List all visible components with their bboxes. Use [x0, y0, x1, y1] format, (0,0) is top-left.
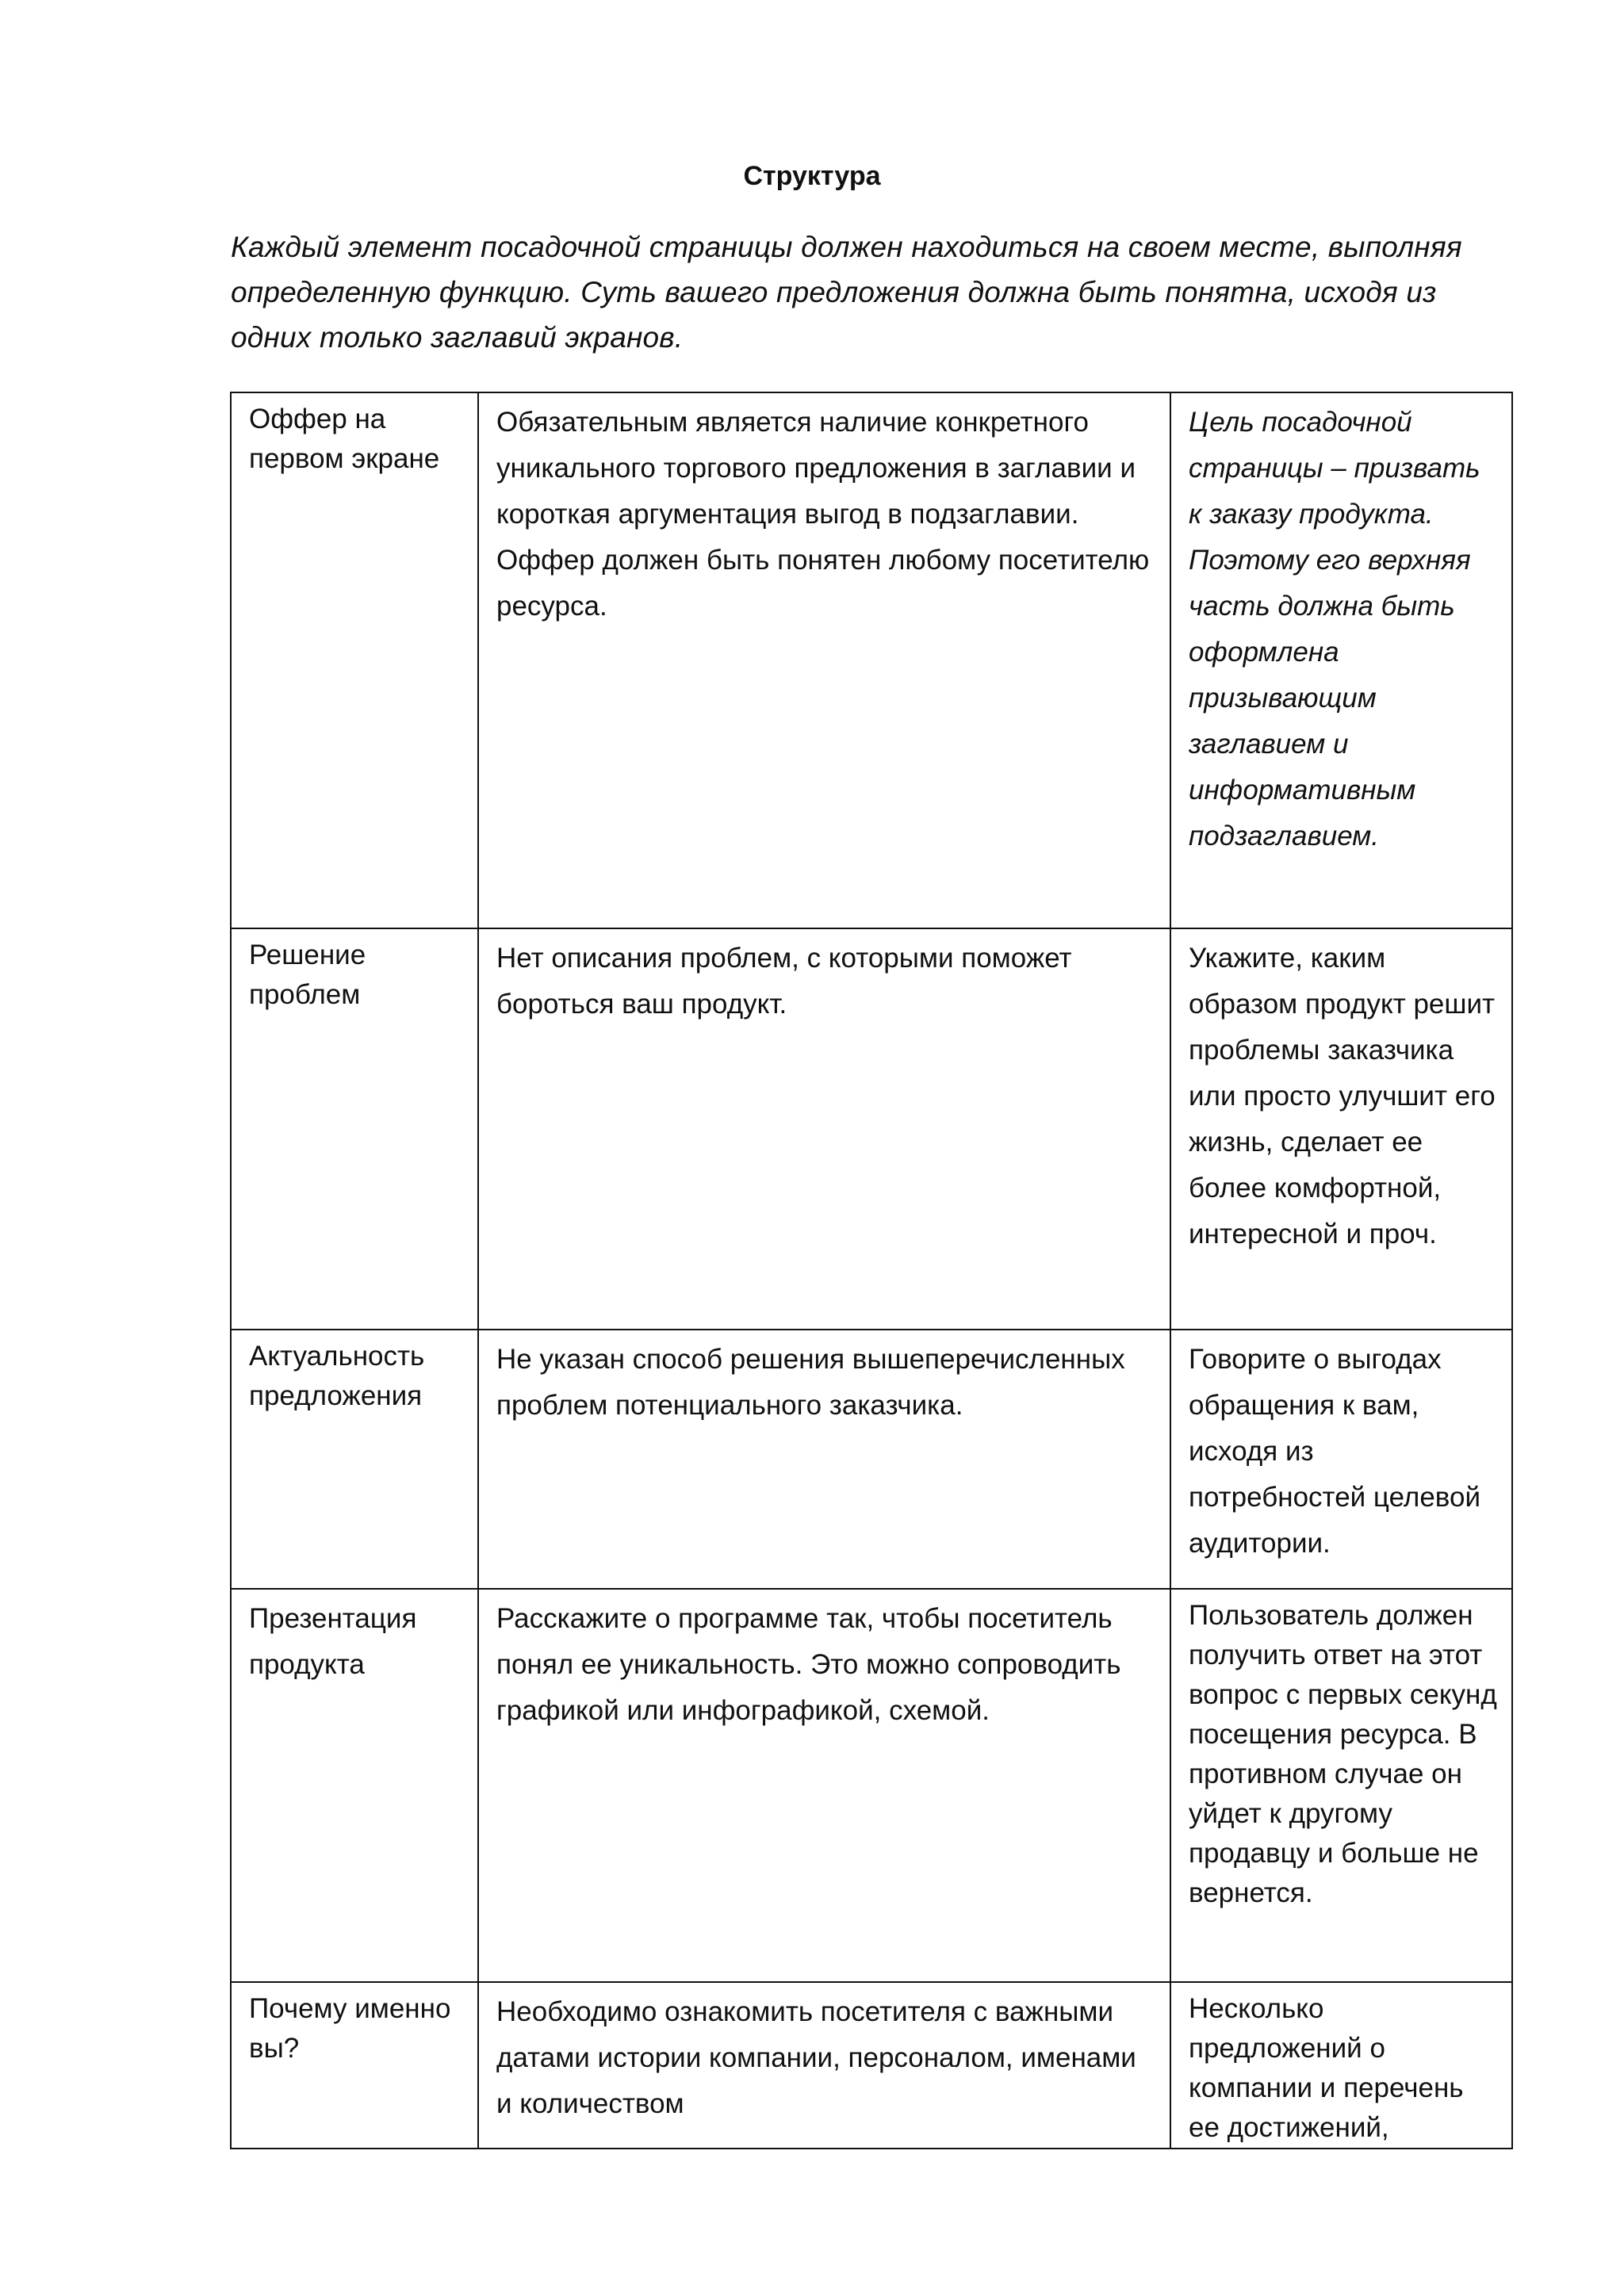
- recommendation-cell: [1170, 1982, 1512, 2149]
- document-title: Структура: [743, 161, 881, 191]
- table-row: [231, 392, 1512, 928]
- element-cell: [231, 392, 478, 928]
- table-row: [231, 1589, 1512, 1982]
- issue-text: Нет описания проблем, с которыми поможет бороться ваш продукт.: [496, 943, 1072, 1020]
- element-label: Актуальность предложения: [249, 1341, 425, 1411]
- issue-text: Необходимо ознакомить посетителя с важными датами истории компании, персоналом, именами и количеством: [496, 1996, 1136, 2119]
- element-cell: [231, 1982, 478, 2149]
- element-cell: [231, 928, 478, 1330]
- structure-table: [230, 392, 1513, 2149]
- issue-cell: [478, 1589, 1170, 1982]
- recommendation-text: Пользователь должен получить ответ на этот вопрос с первых секунд посещения ресурса. В противном случае он уйдет к другому продавцу и больше не вернется.: [1189, 1600, 1497, 1908]
- recommendation-cell: [1170, 1589, 1512, 1982]
- recommendation-text: Цель посадочной страницы – призвать к заказу продукта. Поэтому его верхняя часть должна быть оформлена призывающим заглавием и информативным подзаглавием.: [1189, 407, 1480, 851]
- issue-cell: [478, 1982, 1170, 2149]
- element-label: Почему именно вы?: [249, 1993, 451, 2064]
- intro-paragraph: Каждый элемент посадочной страницы должен находиться на своем месте, выполняя определенную функцию. Суть вашего предложения должна быть понятна, исходя из одних только заглавий экранов.: [231, 231, 1462, 354]
- element-cell: [231, 1589, 478, 1982]
- recommendation-cell: [1170, 928, 1512, 1330]
- table-row: [231, 1982, 1512, 2149]
- recommendation-text: Несколько предложений о компании и перечень ее достижений,: [1189, 1993, 1464, 2143]
- recommendation-text: Говорите о выгодах обращения к вам, исходя из потребностей целевой аудитории.: [1189, 1344, 1480, 1559]
- table-row: [231, 928, 1512, 1330]
- issue-text: Не указан способ решения вышеперечисленных проблем потенциального заказчика.: [496, 1344, 1125, 1421]
- recommendation-text: Укажите, каким образом продукт решит проблемы заказчика или просто улучшит его жизнь, сделает ее более комфортной, интересной и проч.: [1189, 943, 1496, 1249]
- element-cell: [231, 1330, 478, 1589]
- recommendation-cell: [1170, 1330, 1512, 1589]
- issue-cell: [478, 1330, 1170, 1589]
- issue-text: Расскажите о программе так, чтобы посетитель понял ее уникальность. Это можно сопроводить графикой или инфографикой, схемой.: [496, 1603, 1121, 1726]
- element-label: Презентация продукта: [249, 1603, 417, 1680]
- element-label: Оффер на первом экране: [249, 404, 440, 474]
- issue-text: Обязательным является наличие конкретного уникального торгового предложения в заглавии и короткая аргументация выгод в подзаглавии. Оффер должен быть понятен любому посетителю ресурса.: [496, 407, 1150, 622]
- element-label: Решение проблем: [249, 939, 366, 1010]
- issue-cell: [478, 392, 1170, 928]
- recommendation-cell: [1170, 392, 1512, 928]
- table-row: [231, 1330, 1512, 1589]
- issue-cell: [478, 928, 1170, 1330]
